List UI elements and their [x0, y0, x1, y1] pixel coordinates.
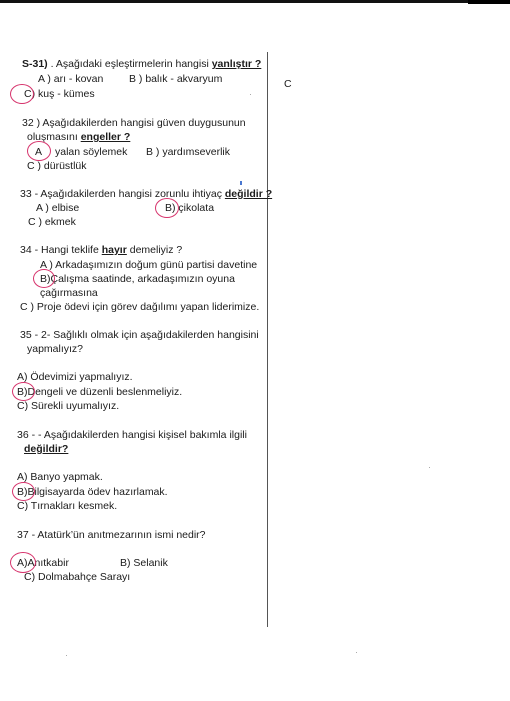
- q35-option-a: A) Ödevimizi yapmalıyız.: [17, 371, 133, 383]
- question-37: 37 - Atatürk’ün anıtmezarının ismi nedir?: [17, 529, 206, 541]
- q37-option-a-letter: A): [17, 557, 28, 569]
- q31-option-c-text: ) kuş - kümes: [31, 88, 95, 100]
- q32-option-c: C ) dürüstlük: [27, 160, 87, 172]
- q34-option-a: A ) Arkadaşımızın doğum günü partisi davetine: [40, 259, 258, 271]
- answer-circle-mark: [155, 198, 179, 218]
- q33-option-b-text: ) çikolata: [172, 202, 215, 214]
- q36-option-b-text: Bilgisayarda ödev hazırlamak.: [27, 486, 168, 498]
- question-31-number: S-31): [22, 58, 48, 70]
- question-31: [22, 58, 261, 71]
- q36-option-a: A) Banyo yapmak.: [17, 471, 103, 483]
- q31-option-a: A ) arı - kovan: [38, 73, 104, 85]
- question-36-keyword: değildir?: [24, 443, 69, 455]
- q35-option-c: C) Sürekli uyumalıyız.: [17, 400, 120, 412]
- scan-speck: [66, 655, 67, 656]
- question-34-keyword: hayır: [101, 244, 127, 256]
- question-35-line1: 35 - 2- Sağlıklı olmak için aşağıdakilerden hangisini: [20, 329, 259, 341]
- column-divider: [267, 52, 268, 627]
- question-36-line1: 36 - - Aşağıdakilerden hangisi kişisel bakımla ilgili: [17, 429, 247, 441]
- question-31-keyword: yanlıştır ?: [211, 58, 262, 70]
- question-32-keyword: engeller ?: [80, 131, 131, 143]
- question-35-line2: yapmalıyız?: [27, 343, 84, 355]
- q36-option-b-letter: B): [17, 486, 28, 498]
- answer-circle-mark: [10, 84, 34, 104]
- q34-option-b: [40, 273, 235, 286]
- scan-speck: [250, 94, 251, 95]
- q32-option-a: yalan söylemek: [55, 146, 128, 158]
- pen-tick-mark: [240, 181, 242, 185]
- q34-option-b-continued: çağırmasına: [40, 287, 98, 299]
- scan-speck: [356, 652, 357, 653]
- answer-circle-mark: [12, 382, 35, 401]
- question-34-text: 34 - Hangi teklife: [20, 244, 102, 256]
- q33-option-c: C ) ekmek: [28, 216, 76, 228]
- scan-speck: [429, 467, 430, 468]
- answer-circle-mark: [12, 482, 35, 501]
- answer-column-letter: C: [284, 78, 292, 90]
- q35-option-b-letter: B): [17, 386, 28, 398]
- q36-option-c: C) Tırnakları kesmek.: [17, 500, 118, 512]
- question-33: [20, 188, 272, 201]
- q36-option-b: [17, 486, 168, 499]
- question-32-text: oluşmasını: [27, 131, 81, 143]
- q37-option-c: C) Dolmabahçe Sarayı: [24, 571, 131, 583]
- question-34: [20, 244, 182, 257]
- q37-option-a-text: Anıtkabir: [27, 557, 69, 569]
- q34-option-b-letter: B: [40, 273, 48, 285]
- q33-option-b-letter: B: [165, 202, 173, 214]
- question-33-keyword: değildir ?: [224, 188, 273, 200]
- answer-circle-mark: [27, 141, 51, 161]
- scan-top-edge-dark: [468, 0, 510, 4]
- q35-option-b: [17, 386, 182, 399]
- q37-option-b: B) Selanik: [120, 557, 168, 569]
- q32-option-a-letter: A: [35, 146, 43, 158]
- q31-option-c-letter: C: [24, 88, 32, 100]
- question-31-text: . Aşağıdaki eşleştirmelerin hangisi: [50, 58, 212, 70]
- question-34-text-end: demeliyiz ?: [126, 244, 183, 256]
- question-32-line1: 32 ) Aşağıdakilerden hangisi güven duygusunun: [22, 117, 246, 129]
- q32-option-b: B ) yardımseverlik: [146, 146, 231, 158]
- q31-option-b: B ) balık - akvaryum: [129, 73, 223, 85]
- q31-option-c: [24, 88, 95, 101]
- question-33-text: 33 - Aşağıdakilerden hangisi zorunlu ihtiyaç: [20, 188, 225, 200]
- q34-option-b-text: )Çalışma saatinde, arkadaşımızın oyuna: [47, 273, 235, 285]
- q33-option-a: A ) elbise: [36, 202, 80, 214]
- answer-circle-mark: [10, 552, 36, 573]
- q35-option-b-text: Dengeli ve düzenli beslenmeliyiz.: [27, 386, 183, 398]
- q34-option-c: C ) Proje ödevi için görev dağılımı yapan liderimize.: [20, 301, 260, 313]
- scan-top-edge: [0, 0, 510, 3]
- answer-circle-mark: [33, 269, 55, 288]
